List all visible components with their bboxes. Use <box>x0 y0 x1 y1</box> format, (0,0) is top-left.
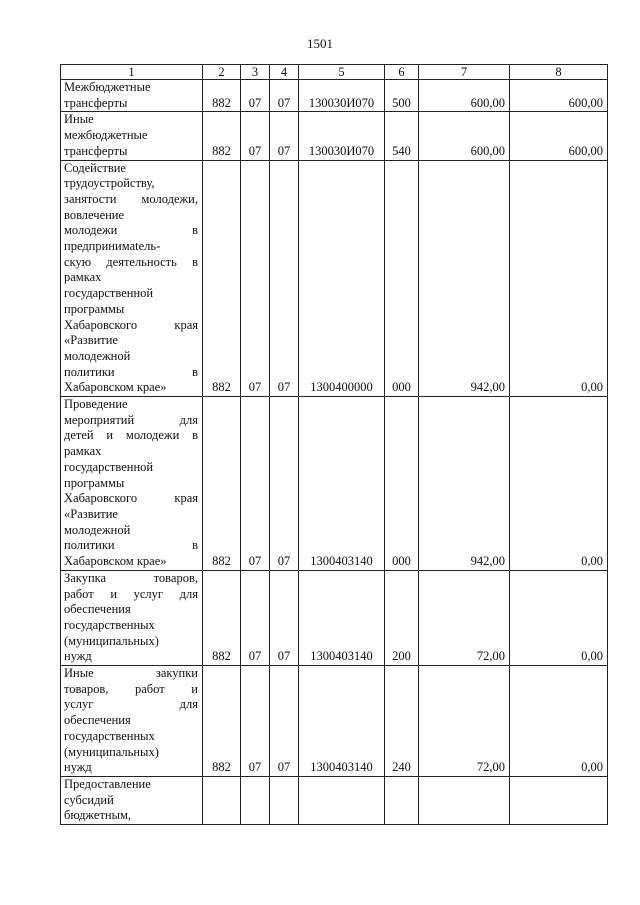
row-name-line: молодежной <box>64 522 131 537</box>
target-article-cell: 130030И070 <box>299 80 385 112</box>
grbs-cell: 882 <box>203 80 241 112</box>
row-name-cell <box>61 80 203 112</box>
row-name-line: трансферты <box>64 143 128 158</box>
row-name-line: государственных <box>64 617 155 632</box>
row-name-line: молодежной <box>64 348 131 363</box>
row-name-line: обеспечения <box>64 602 131 617</box>
row-name-line: политики в <box>64 364 198 379</box>
table-row <box>61 570 608 665</box>
subsection-cell: 07 <box>270 397 299 571</box>
section-cell <box>241 776 270 824</box>
sum-year2-cell: 600,00 <box>510 112 608 160</box>
section-cell: 07 <box>241 570 270 665</box>
row-name-line: трудоустройству, <box>64 176 155 191</box>
row-name-line: программы <box>64 301 125 316</box>
table-row <box>61 397 608 571</box>
row-name-line: субсидий <box>64 792 114 807</box>
subsection-cell: 07 <box>270 80 299 112</box>
budget-table <box>60 64 608 825</box>
row-name-cell <box>61 397 203 571</box>
row-name-line: «Развитие <box>64 506 118 521</box>
grbs-cell: 882 <box>203 397 241 571</box>
row-name-line: (муниципальных) <box>64 744 159 759</box>
row-name-line: Хабаровского края <box>64 317 198 332</box>
header-row <box>61 65 608 80</box>
row-name-line: трансферты <box>64 95 128 110</box>
header-col-3: 3 <box>241 65 270 80</box>
header-col-5: 5 <box>299 65 385 80</box>
row-name-cell <box>61 776 203 824</box>
subsection-cell: 07 <box>270 570 299 665</box>
section-cell: 07 <box>241 112 270 160</box>
row-name-line: Предоставление <box>64 776 151 791</box>
target-article-cell: 1300403140 <box>299 666 385 777</box>
section-cell: 07 <box>241 80 270 112</box>
expense-type-cell: 540 <box>385 112 419 160</box>
section-cell: 07 <box>241 160 270 397</box>
row-name-line: межбюджетные <box>64 128 148 143</box>
expense-type-cell: 500 <box>385 80 419 112</box>
grbs-cell: 882 <box>203 112 241 160</box>
grbs-cell: 882 <box>203 160 241 397</box>
target-article-cell: 1300403140 <box>299 397 385 571</box>
target-article-cell: 1300403140 <box>299 570 385 665</box>
subsection-cell <box>270 776 299 824</box>
sum-year1-cell <box>419 776 510 824</box>
table-body <box>61 80 608 825</box>
table-row <box>61 666 608 777</box>
row-name-line: Хабаровском крае» <box>64 380 167 395</box>
row-name-line: Проведение <box>64 397 128 412</box>
header-col-2: 2 <box>203 65 241 80</box>
table-row <box>61 112 608 160</box>
row-name-line: государственной <box>64 286 154 301</box>
grbs-cell: 882 <box>203 666 241 777</box>
grbs-cell <box>203 776 241 824</box>
header-col-4: 4 <box>270 65 299 80</box>
sum-year1-cell: 600,00 <box>419 80 510 112</box>
sum-year2-cell: 0,00 <box>510 666 608 777</box>
target-article-cell: 1300400000 <box>299 160 385 397</box>
row-name-line: рамках <box>64 270 102 285</box>
row-name-line: (муниципальных) <box>64 633 159 648</box>
expense-type-cell: 000 <box>385 160 419 397</box>
target-article-cell <box>299 776 385 824</box>
subsection-cell: 07 <box>270 666 299 777</box>
sum-year2-cell: 0,00 <box>510 160 608 397</box>
row-name-line: рамках <box>64 444 102 459</box>
row-name-line: Иные закупки <box>64 666 198 681</box>
grbs-cell: 882 <box>203 570 241 665</box>
row-name-line: Иные <box>64 112 94 127</box>
row-name-line: товаров, работ и <box>64 681 198 696</box>
sum-year1-cell: 600,00 <box>419 112 510 160</box>
row-name-line: детей и молодежи в <box>64 428 198 443</box>
table-row <box>61 80 608 112</box>
row-name-line: государственных <box>64 728 155 743</box>
row-name-cell <box>61 160 203 397</box>
expense-type-cell: 200 <box>385 570 419 665</box>
header-col-6: 6 <box>385 65 419 80</box>
row-name-line: занятости молодежи, <box>64 191 198 206</box>
header-col-8: 8 <box>510 65 608 80</box>
row-name-line: услуг для <box>64 697 198 712</box>
section-cell: 07 <box>241 666 270 777</box>
sum-year2-cell: 0,00 <box>510 570 608 665</box>
row-name-line: государственной <box>64 459 154 474</box>
sum-year1-cell: 72,00 <box>419 570 510 665</box>
subsection-cell: 07 <box>270 160 299 397</box>
row-name-line: предпринимatель- <box>64 239 161 254</box>
expense-type-cell: 240 <box>385 666 419 777</box>
sum-year2-cell <box>510 776 608 824</box>
row-name-line: вовлечение <box>64 207 125 222</box>
sum-year2-cell: 600,00 <box>510 80 608 112</box>
row-name-line: скую деятельность в <box>64 254 198 269</box>
header-col-1: 1 <box>61 65 203 80</box>
target-article-cell: 130030И070 <box>299 112 385 160</box>
expense-type-cell: 000 <box>385 397 419 571</box>
sum-year2-cell: 0,00 <box>510 397 608 571</box>
row-name-line: программы <box>64 475 125 490</box>
row-name-line: работ и услуг для <box>64 586 198 601</box>
row-name-line: Хабаровского края <box>64 491 198 506</box>
row-name-cell <box>61 112 203 160</box>
row-name-line: обеспечения <box>64 713 131 728</box>
row-name-line: нужд <box>64 649 92 664</box>
row-name-line: молодежи в <box>64 223 198 238</box>
section-cell: 07 <box>241 397 270 571</box>
row-name-line: Хабаровском крае» <box>64 554 167 569</box>
sum-year1-cell: 72,00 <box>419 666 510 777</box>
table-row <box>61 160 608 397</box>
row-name-line: Закупка товаров, <box>64 570 198 585</box>
row-name-line: мероприятий для <box>64 412 198 427</box>
table-row <box>61 776 608 824</box>
row-name-cell <box>61 666 203 777</box>
row-name-line: политики в <box>64 538 198 553</box>
header-col-7: 7 <box>419 65 510 80</box>
expense-type-cell <box>385 776 419 824</box>
sum-year1-cell: 942,00 <box>419 160 510 397</box>
row-name-line: Содействие <box>64 160 126 175</box>
subsection-cell: 07 <box>270 112 299 160</box>
row-name-line: бюджетным, <box>64 808 132 823</box>
row-name-line: нужд <box>64 760 92 775</box>
row-name-line: Межбюджетные <box>64 80 151 94</box>
row-name-cell <box>61 570 203 665</box>
page-number: 1501 <box>307 36 333 51</box>
row-name-line: «Развитие <box>64 333 118 348</box>
sum-year1-cell: 942,00 <box>419 397 510 571</box>
